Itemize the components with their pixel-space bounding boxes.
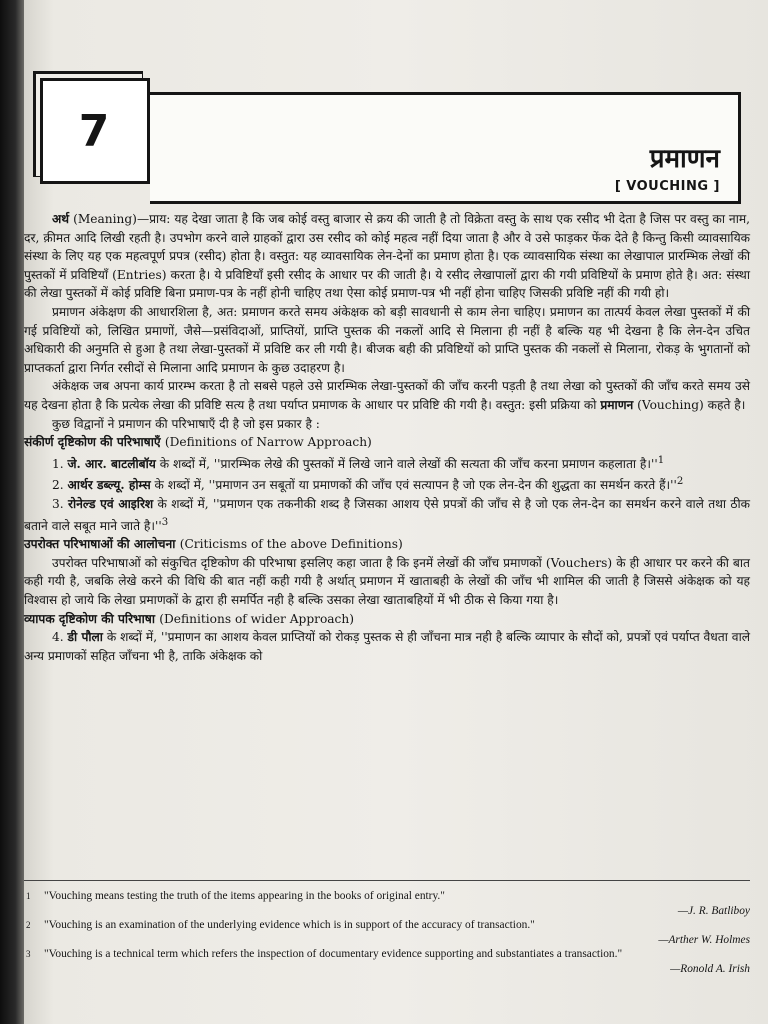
definition-item: 1. जे. आर. बाटलीबॉय के शब्दों में, ''प्रारम्भिक लेखे की पुस्तकों में लिखे जाने वाले लेखों की सत्यता की जाँच करना प्रमाणन कहलाता $है।''^1$ (52, 454, 665, 471)
footnote: 2 "Vouching is an examination of the underlying evidence which is in support of the accuracy of transaction." —Arther W. Holmes (26, 919, 750, 946)
chapter-title-english: [ VOUCHING ] (614, 179, 720, 194)
chapter-number: 7 (78, 105, 110, 157)
definition-item: 2. आर्थर डब्ल्यू. होम्स के शब्दों में, ''प्रमाणन उन सबूतों या प्रमाणकों की जाँच एवं सत्यापन है जो एक लेन-देन की शुद्धता का समर्थन करते $हैं।''^2$ (52, 476, 684, 493)
heading-narrow-approach: संकीर्ण दृष्टिकोण की परिभाषाएँ (Definitions of Narrow Approach) (24, 435, 372, 450)
paragraph-foundation: प्रमाणन अंकेक्षण की आधारशिला है, अत: प्रमाणन करते समय अंकेक्षक को बड़ी सावधानी से काम लेना चाहिए। प्रमाणन का तात्पर्य केवल लेखा पुस्तकों में की गई प्रविष्टियों को, लिखित प्रमाणों, जैसे—प्रसंविदाओं, प्राप्तियों, प्राप्ति पुस्तक की नकलों आदि से मिलाना ही नहीं है बल्कि यह भी देखना है कि लेन-देन उचित अधिकारी की अनुमति से हुआ है तथा लेखा-पुस्तकों में प्रविष्टि कर ली गयी है। बीजक बही की प्रविष्टियों को प्राप्ति पुस्तक की नकलों से मिलाना, रोकड़ के भुगतानों को प्राप्तकर्ता द्वारा निर्गत रसीदों से मिलाना आदि प्रमाणन के कुछ उदाहरण है। (24, 304, 750, 375)
criticism-paragraph: उपरोक्त परिभाषाओं को संकुचित दृष्टिकोण की परिभाषा इसलिए कहा जाता है कि इनमें लेखों की जाँच प्रमाणकों (Vouchers) के ही आधार पर करने की बात कही गयी है, जबकि लेखे करने की विधि की बात नहीं कही गयी है अर्थात् प्रमाणन में खाताबही के लेखों की जाँच भी शामिल की जाती है जिससे अंकेक्षक को यह विश्वास हो जाये कि लेखा प्रमाणकों के द्वारा ही समर्पित नही है बल्कि उसका लेखा खाताबहियों में भी ठीक से किया गया है। (24, 555, 750, 608)
footnote: 3 "Vouching is a technical term which refers the inspection of documentary evidence supporting and substantiates a transaction." —Ronold A. Irish (26, 948, 750, 975)
paragraph-process: अंकेक्षक जब अपना कार्य प्रारम्भ करता है तो सबसे पहले उसे प्रारम्भिक लेखा-पुस्तकों की जाँच करनी पड़ती है तथा लेखा को पुस्तकों की जाँच करते समय उसे यह देखना होता है कि प्रत्येक लेखा की प्रविष्टि सत्य है तथा पर्याप्त प्रमाणक के आधार पर प्रविष्टि की गयी है। वस्तुत: इसी प्रक्रिया को प्रमाणन (Vouching) कहते है। (24, 379, 750, 412)
meaning-label-en: (Meaning) (73, 212, 137, 226)
footnotes (24, 880, 750, 977)
chapter-title-box (150, 92, 741, 204)
meaning-text: —प्राय: यह देखा जाता है कि जब कोई वस्तु बाजार से क्रय की जाती है तो विक्रेता वस्तु के साथ एक रसीद भी देता है जिस पर वस्तु का नाम, दर, क़ीमत आदि लिखी रहती है। उपभोग करने वाले ग्राहकों द्वारा उस रसीद को कोई महत्व नहीं दिया जाता है और वे उसे फाड़कर फेंक देते है किन्तु किसी व्यावसायिक संस्था के लिए यह एक महत्वपूर्ण प्रपत्र (रसीद) होता है। वस्तुत: यह व्यावसायिक लेन-देनों का प्रमाण होता है। एक व्यावसायिक संस्था का लेखापाल प्रारम्भिक लेखों की पुस्तकों में प्रविष्टियाँ (Entries) करता है। ये प्रविष्टियाँ इसी रसीद के आधार पर की जाती है। ये रसीद लेखापालों द्वारा की गयी प्रविष्टियों के प्रमाण होते है। अत: संस्था की लेखा पुस्तकों में कोई प्रविष्टि बिना प्रमाण-पत्र के नहीं होनी चाहिए तथा ऐसा कोई प्रमाण-पत्र भी नहीं होना चाहिए जिसकी प्रविष्टि नहीं की गयी हो। (24, 212, 751, 301)
meaning-paragraph (24, 210, 750, 303)
paragraph-definitions-intro: कुछ विद्वानों ने प्रमाणन की परिभाषाएँ दी है जो इस प्रकार है : (52, 416, 320, 431)
heading-criticism: उपरोक्त परिभाषाओं की आलोचना (Criticisms of the above Definitions) (24, 537, 403, 552)
vouching-term: प्रमाणन (600, 397, 634, 412)
wider-definition-paragraph: 4. डी पौला के शब्दों में, ''प्रमाणन का आशय केवल प्राप्तियों को रोकड़ पुस्तक से ही जाँचना मात्र नही है बल्कि व्यापार के सौदों को, प्रपत्रों एवं पर्याप्त वैधता वाले अन्य प्रमाणकों सहित जाँचना भी है, ताकि अंकेक्षक को (24, 630, 750, 663)
footnote: 1 "Vouching means testing the truth of the items appearing in the books of original entry." —J. R. Batliboy (26, 890, 750, 917)
meaning-label: अर्थ (52, 212, 70, 226)
definition-item: 3. रोनेल्ड एवं आइरिश के शब्दों में, ''प्रमाणन एक तकनीकी शब्द है जिसका आशय ऐसे प्रपत्रों की जाँच से है जो एक लेन-देन का समर्थन करने वाले तथा ठीक बताने वाले सबूत माने जाते $है।''^3$ (24, 497, 750, 533)
chapter-body (24, 210, 750, 665)
chapter-title-hindi: प्रमाणन (649, 144, 720, 174)
footnote-ref: 3 (161, 516, 169, 528)
heading-wider-approach: व्यापक दृष्टिकोण की परिभाषा (Definitions of wider Approach) (24, 611, 354, 626)
footnote-ref: 1 (657, 454, 665, 466)
footnote-ref: 2 (676, 476, 684, 488)
narrow-definitions-list (24, 452, 750, 536)
